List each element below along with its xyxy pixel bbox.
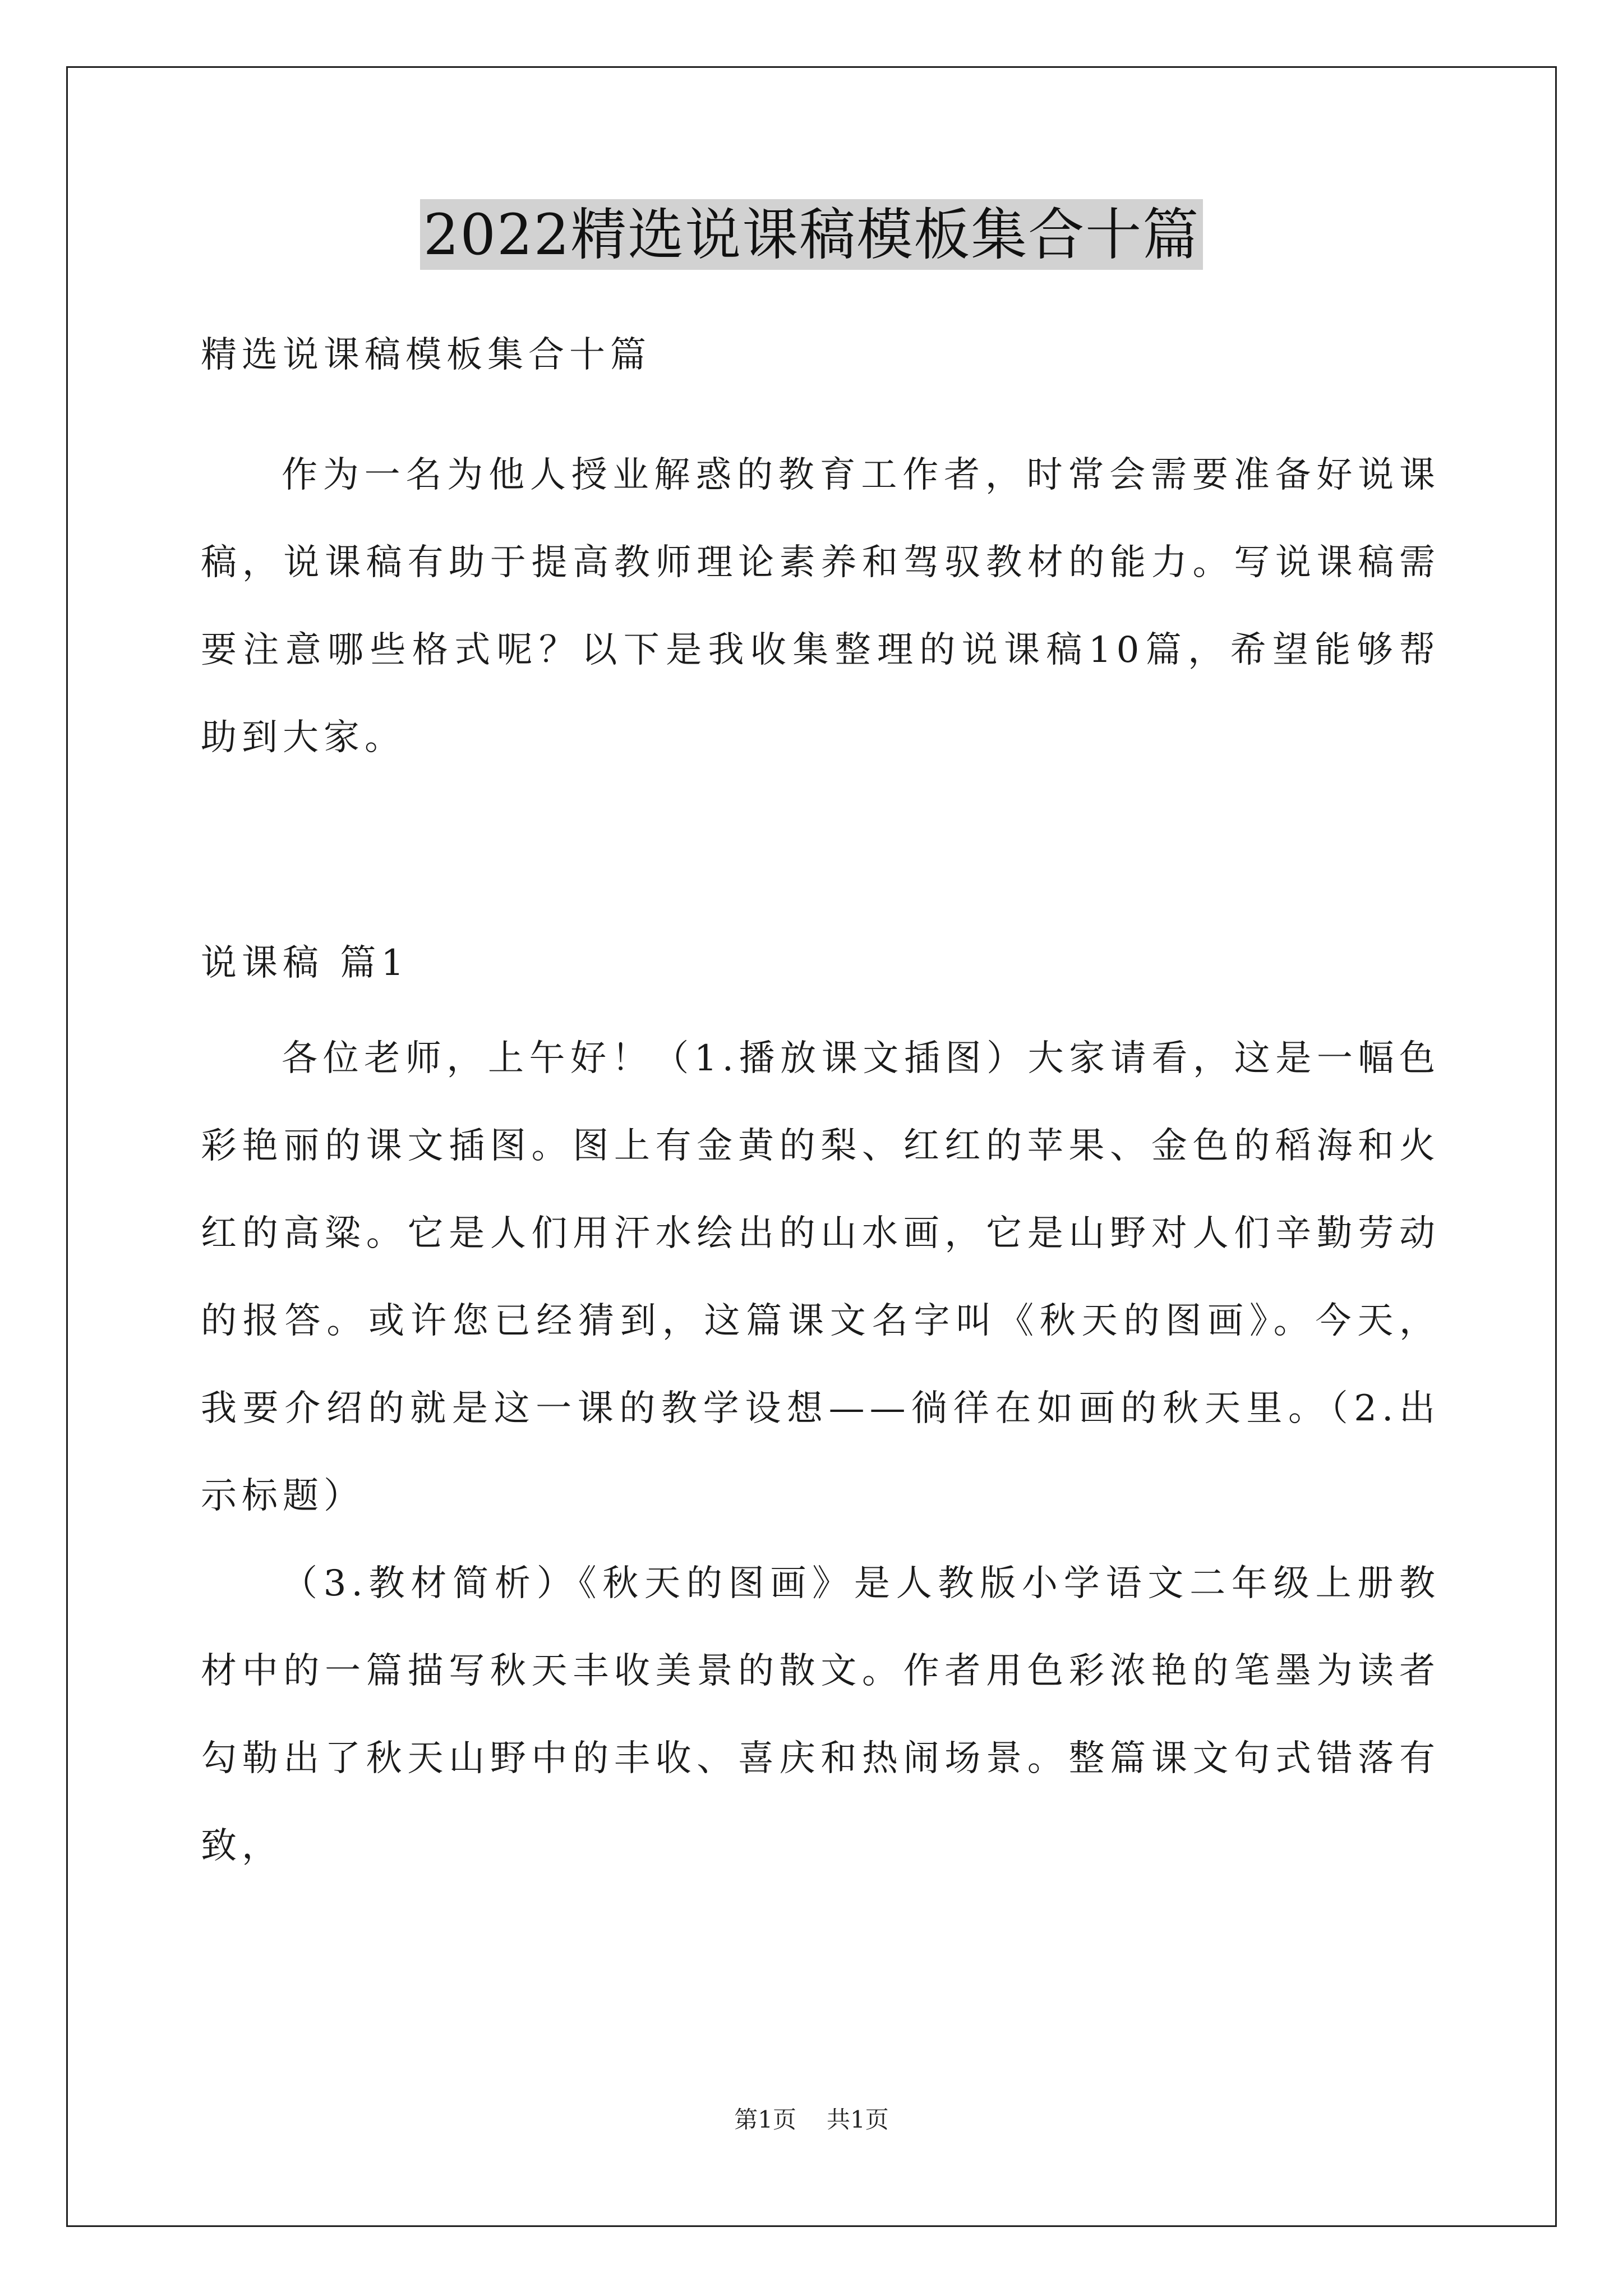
intro-paragraph: 作为一名为他人授业解惑的教育工作者，时常会需要准备好说课稿，说课稿有助于提高教师理论素养和驾驭教材的能力。写说课稿需要注意哪些格式呢？以下是我收集整理的说课稿10篇，希望能够帮助到大家。 [201, 454, 1440, 758]
section-heading: 说课稿 篇1 [201, 942, 409, 984]
page-number: 第1页 [734, 2106, 796, 2133]
page-total: 共1页 [827, 2106, 889, 2133]
document-body [201, 311, 1440, 1890]
body-paragraph-1: 各位老师，上午好！（1.播放课文插图）大家请看，这是一幅色彩艳丽的课文插图。图上有金黄的梨、红红的苹果、金色的稻海和火红的高粱。它是人们用汗水绘出的山水画，它是山野对人们辛勤劳动的报答。或许您已经猜到，这篇课文名字叫《秋天的图画》。今天，我要介绍的就是这一课的教学设想——徜徉在如画的秋天里。（2.出示标题） [201, 1038, 1440, 1517]
document-title [0, 199, 1623, 270]
page-footer [0, 2101, 1623, 2135]
document-subtitle: 精选说课稿模板集合十篇 [201, 334, 651, 376]
body-paragraph-2: （3.教材简析）《秋天的图画》是人教版小学语文二年级上册教材中的一篇描写秋天丰收美景的散文。作者用色彩浓艳的笔墨为读者勾勒出了秋天山野中的丰收、喜庆和热闹场景。整篇课文句式错落有致， [201, 1563, 1440, 1867]
document-title-text: 2022精选说课稿模板集合十篇 [420, 199, 1204, 270]
